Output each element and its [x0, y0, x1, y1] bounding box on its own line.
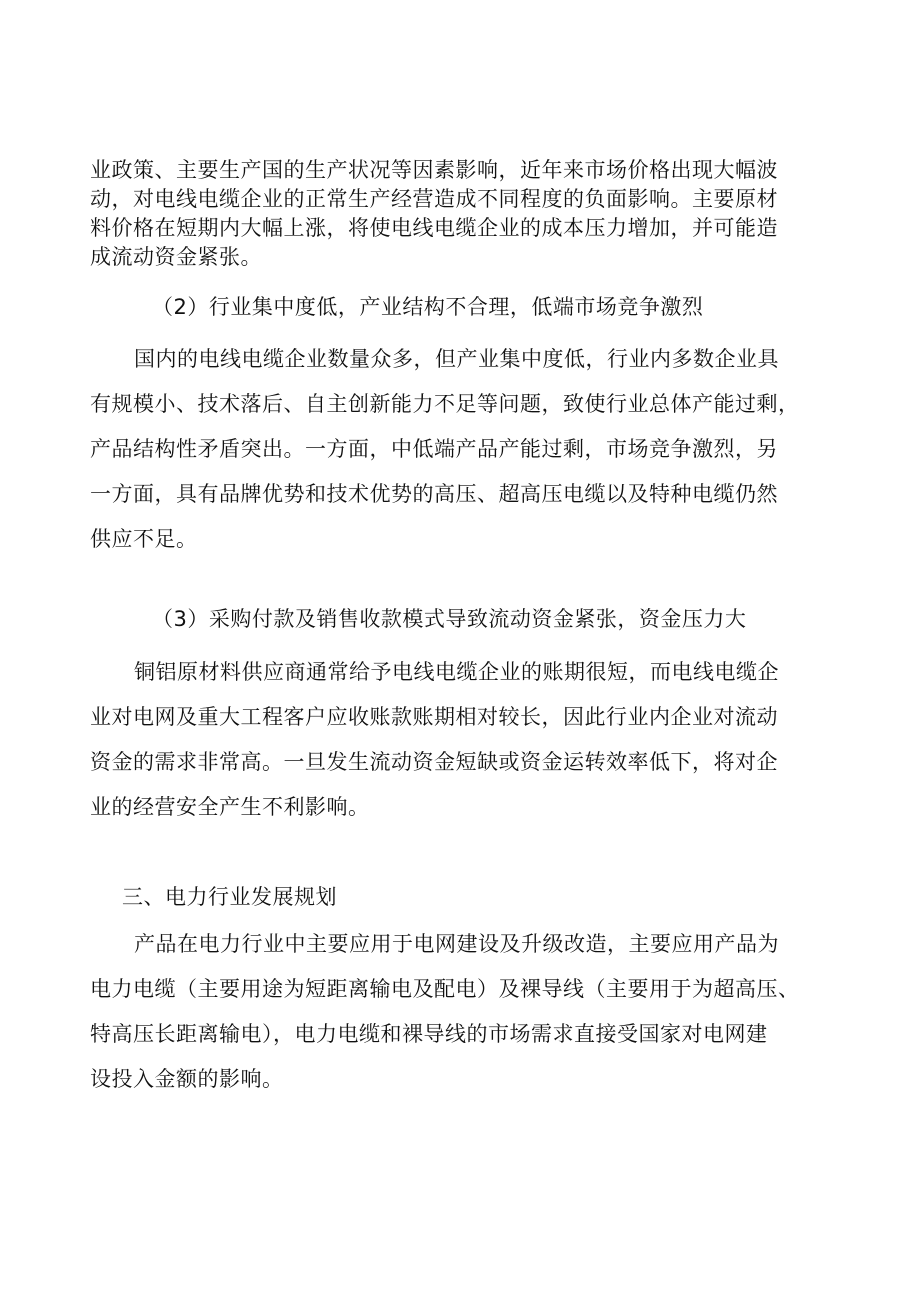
subheading-3-block — [152, 604, 912, 634]
paragraph-line: 一方面，具有品牌优势和技术优势的高压、超高压电缆以及特种电缆仍然 — [90, 482, 778, 506]
paragraph-intro — [90, 156, 850, 272]
paragraph-line: 供应不足。 — [90, 527, 198, 551]
subheading-3: （3）采购付款及销售收款模式导致流动资金紧张，资金压力大 — [152, 607, 747, 631]
paragraph-line: 有规模小、技术落后、自主创新能力不足等问题，致使行业总体产能过剩， — [90, 392, 800, 416]
paragraph-line: 特高压长距离输电），电力电缆和裸导线的市场需求直接受国家对电网建 — [90, 1022, 768, 1046]
paragraph-line: 成流动资金紧张。 — [90, 245, 262, 269]
paragraph-2 — [90, 337, 850, 562]
paragraph-line: 业对电网及重大工程客户应收账款账期相对较长，因此行业内企业对流动 — [90, 705, 778, 729]
subheading-2-block — [152, 292, 912, 322]
paragraph-line: 设投入金额的影响。 — [90, 1067, 284, 1091]
paragraph-line: 动，对电线电缆企业的正常生产经营造成不同程度的负面影响。主要原材 — [90, 187, 778, 211]
paragraph-line: 电力电缆（主要用途为短距离输电及配电）及裸导线（主要用于为超高压、 — [90, 977, 800, 1001]
subheading-2: （2）行业集中度低，产业结构不合理，低端市场竞争激烈 — [152, 295, 704, 319]
paragraph-line: 国内的电线电缆企业数量众多，但产业集中度低，行业内多数企业具 — [134, 347, 779, 371]
paragraph-line: 产品在电力行业中主要应用于电网建设及升级改造，主要应用产品为 — [134, 932, 779, 956]
paragraph-line: 铜铝原材料供应商通常给予电线电缆企业的账期很短，而电线电缆企 — [134, 660, 779, 684]
section-title-block — [122, 882, 882, 912]
paragraph-line: 资金的需求非常高。一旦发生流动资金短缺或资金运转效率低下，将对企 — [90, 750, 778, 774]
paragraph-line: 产品结构性矛盾突出。一方面，中低端产品产能过剩，市场竞争激烈，另 — [90, 437, 778, 461]
paragraph-3 — [90, 650, 850, 830]
section-title: 三、电力行业发展规划 — [122, 885, 337, 909]
paragraph-4 — [90, 922, 850, 1102]
paragraph-line: 料价格在短期内大幅上涨，将使电线电缆企业的成本压力增加，并可能造 — [90, 216, 778, 240]
paragraph-line: 业的经营安全产生不利影响。 — [90, 795, 370, 819]
paragraph-line: 业政策、主要生产国的生产状况等因素影响，近年来市场价格出现大幅波 — [90, 158, 778, 182]
